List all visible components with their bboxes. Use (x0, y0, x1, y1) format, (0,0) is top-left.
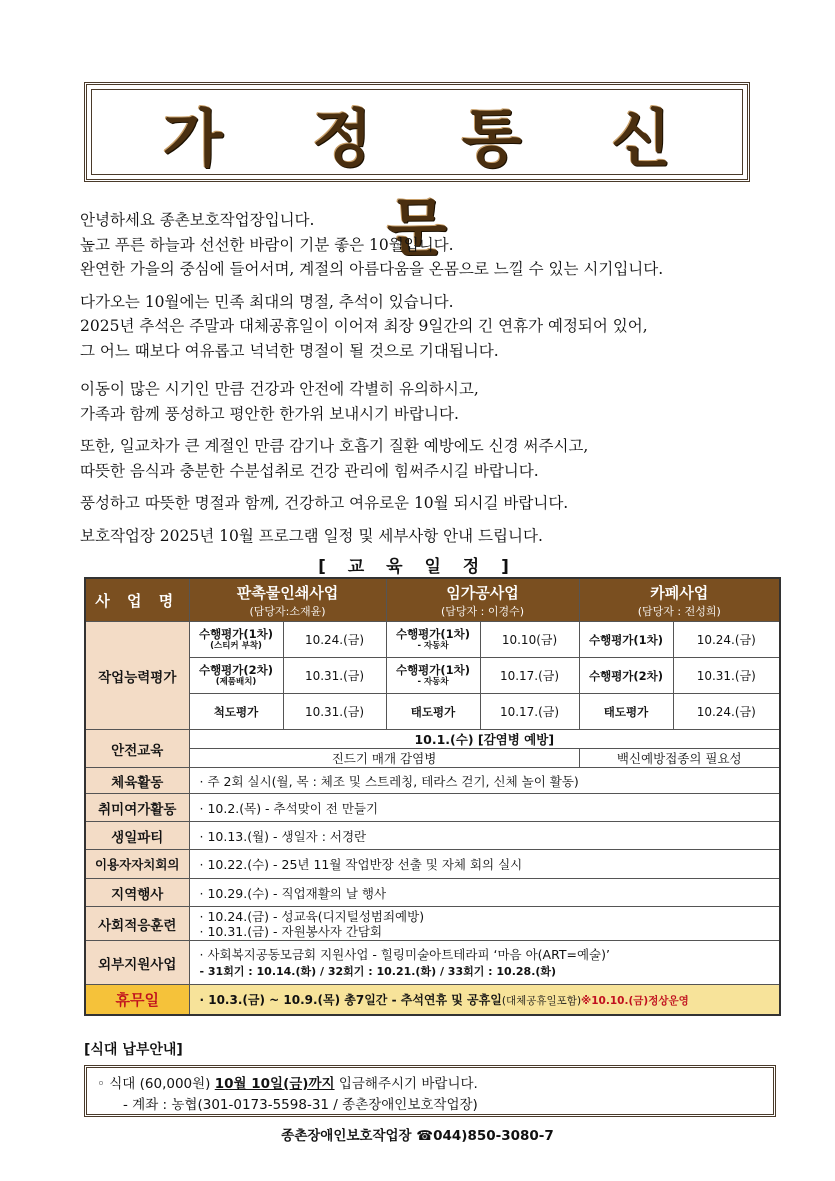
category-safety: 안전교육 (85, 730, 189, 768)
eval-date: 10.31.(금) (283, 658, 386, 694)
safety-topic: 10.1.(수) [감염병 예방] (189, 730, 780, 749)
activity-detail: · 10.2.(목) - 추석맞이 전 만들기 (189, 794, 780, 822)
table-row (85, 694, 780, 730)
eval-date: 10.24.(금) (673, 694, 780, 730)
activity-detail: · 10.29.(수) - 직업재활의 날 행사 (189, 879, 780, 907)
intro-line: 또한, 일교차가 큰 계절인 만큼 감기나 호흡기 질환 예방에도 신경 써주시고, (80, 437, 589, 455)
eval-label: 수행평가(1차) (579, 622, 673, 658)
table-header-row (85, 578, 780, 622)
category-work-eval: 작업능력평가 (85, 622, 189, 730)
holiday-detail: · 10.3.(금) ~ 10.9.(목) 총7일간 - 추석연휴 및 공휴일(대체공휴일포함)※10.10.(금)정상운영 (189, 985, 780, 1015)
footer-contact: 종촌장애인보호작업장 ☎044)850-3080-7 (281, 1128, 554, 1144)
schedule-table (84, 577, 781, 1016)
eval-date: 10.24.(금) (673, 622, 780, 658)
eval-label: 수행평가(1차) - 자동차 (386, 622, 480, 658)
table-row (85, 941, 780, 985)
category-community-event: 지역행사 (85, 879, 189, 907)
category-council: 이용자자치회의 (85, 850, 189, 879)
table-row (85, 768, 780, 794)
meal-line-2: - 계좌 : 농협(301-0173-5598-31 / 종촌장애인보호작업장) (123, 1097, 478, 1113)
table-row (85, 730, 780, 749)
eval-date: 10.31.(금) (283, 694, 386, 730)
activity-detail: · 사회복지공동모금회 지원사업 - 힐링미술아트테라피 ‘마음 아(ART=예술)’ - 31회기 : 10.14.(화) / 32회기 : 10.21.(화) / 33회기 : 10.28.(화) (189, 941, 780, 985)
eval-label: 수행평가(2차) (제품배치) (189, 658, 283, 694)
eval-label: 수행평가(2차) (579, 658, 673, 694)
eval-label: 수행평가(1차) (스티커 부착) (189, 622, 283, 658)
table-row (85, 658, 780, 694)
meal-notice-box (84, 1065, 776, 1117)
header-cafe-business: 카페사업 (담당자 : 전성희) (579, 578, 780, 622)
meal-line-1: ◦ 식대 (60,000원) 10월 10일(금)까지 입금해주시기 바랍니다. (97, 1076, 478, 1092)
intro-line: 그 어느 때보다 여유롭고 넉넉한 명절이 될 것으로 기대됩니다. (80, 341, 499, 360)
table-row (85, 749, 780, 768)
table-row (85, 794, 780, 822)
meal-title: [식대 납부안내] (84, 1042, 183, 1058)
intro-line: 완연한 가을의 중심에 들어서며, 계절의 아름다움을 온몸으로 느낄 수 있는 시기입니다. (80, 260, 664, 278)
table-row (85, 822, 780, 850)
eval-label: 태도평가 (386, 694, 480, 730)
category-sports: 체육활동 (85, 768, 189, 794)
intro-line: 따뜻한 음식과 충분한 수분섭취로 건강 관리에 힘써주시길 바랍니다. (80, 461, 539, 480)
section-title: [ 교 육 일 정 ] (318, 557, 517, 577)
category-hobby: 취미여가활동 (85, 794, 189, 822)
eval-date: 10.31.(금) (673, 658, 780, 694)
activity-detail: · 10.24.(금) - 성교육(디지털성범죄예방) · 10.31.(금) - 자원봉사자 간담회 (189, 907, 780, 941)
intro-line: 풍성하고 따뜻한 명절과 함께, 건강하고 여유로운 10월 되시길 바랍니다. (80, 494, 569, 512)
safety-right: 백신예방접종의 필요성 (579, 749, 780, 768)
activity-detail: · 10.13.(월) - 생일자 : 서경란 (189, 822, 780, 850)
activity-detail: · 10.22.(수) - 25년 11월 작업반장 선출 및 자체 회의 실시 (189, 850, 780, 879)
intro-text (80, 208, 780, 548)
table-row (85, 850, 780, 879)
eval-label: 태도평가 (579, 694, 673, 730)
safety-left: 진드기 매개 감염병 (189, 749, 579, 768)
category-birthday: 생일파티 (85, 822, 189, 850)
intro-line: 이동이 많은 시기인 만큼 건강과 안전에 각별히 유의하시고, (80, 380, 479, 398)
intro-line: 다가오는 10월에는 민족 최대의 명절, 추석이 있습니다. (80, 292, 454, 311)
intro-line: 높고 푸른 하늘과 선선한 바람이 기분 좋은 10월입니다. (80, 235, 454, 254)
table-row-holiday (85, 985, 780, 1015)
eval-date: 10.17.(금) (480, 694, 579, 730)
category-social-training: 사회적응훈련 (85, 907, 189, 941)
category-external-support: 외부지원사업 (85, 941, 189, 985)
activity-detail: · 주 2회 실시(월, 목 : 체조 및 스트레칭, 테라스 걷기, 신체 놀이 활동) (189, 768, 780, 794)
header-assembly-business: 임가공사업 (담당자 : 이경수) (386, 578, 579, 622)
intro-line: 보호작업장 2025년 10월 프로그램 일정 및 세부사항 안내 드립니다. (80, 526, 543, 545)
header-print-business: 판촉물인쇄사업 (담당자:소재윤) (189, 578, 386, 622)
page-title: 가 정 통 신 문 (162, 102, 706, 264)
intro-line: 가족과 함께 풍성하고 평안한 한가위 보내시기 바랍니다. (80, 404, 459, 423)
header-business-name: 사 업 명 (85, 578, 189, 622)
eval-date: 10.10(금) (480, 622, 579, 658)
table-row (85, 907, 780, 941)
eval-label: 수행평가(1차) - 자동차 (386, 658, 480, 694)
eval-label: 척도평가 (189, 694, 283, 730)
table-row (85, 622, 780, 658)
category-holiday: 휴무일 (85, 985, 189, 1015)
eval-date: 10.17.(금) (480, 658, 579, 694)
eval-date: 10.24.(금) (283, 622, 386, 658)
table-row (85, 879, 780, 907)
intro-line: 2025년 추석은 주말과 대체공휴일이 이어져 최장 9일간의 긴 연휴가 예정되어 있어, (80, 317, 648, 335)
intro-line: 안녕하세요 종촌보호작업장입니다. (80, 211, 315, 229)
